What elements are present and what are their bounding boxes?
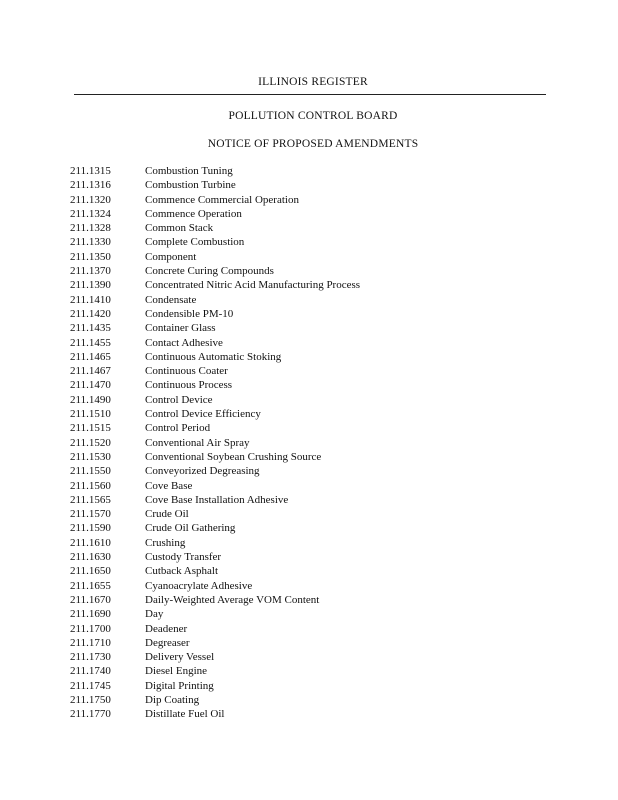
section-number: 211.1530 xyxy=(70,450,111,463)
section-number: 211.1435 xyxy=(70,322,111,335)
defined-term: Component xyxy=(145,250,197,263)
defined-term: Concrete Curing Compounds xyxy=(145,265,274,278)
section-number: 211.1320 xyxy=(70,193,111,206)
definition-row xyxy=(70,207,550,221)
defined-term: Combustion Tuning xyxy=(145,165,233,177)
definition-row xyxy=(70,507,550,521)
defined-term: Deadener xyxy=(145,622,188,635)
section-number: 211.1330 xyxy=(70,236,111,249)
defined-term: Cove Base xyxy=(145,479,193,492)
definition-row xyxy=(70,579,550,593)
section-number: 211.1316 xyxy=(70,179,111,192)
definition-row xyxy=(70,679,550,693)
definition-row xyxy=(70,550,550,564)
defined-term: Custody Transfer xyxy=(145,551,222,564)
definition-row xyxy=(70,278,550,292)
defined-term: Condensate xyxy=(145,293,197,306)
section-number: 211.1390 xyxy=(70,279,111,292)
section-number: 211.1610 xyxy=(70,536,111,549)
section-number: 211.1455 xyxy=(70,336,111,349)
definition-row xyxy=(70,521,550,535)
section-number: 211.1350 xyxy=(70,250,111,263)
defined-term: Continuous Coater xyxy=(145,365,228,378)
defined-term: Distillate Fuel Oil xyxy=(145,708,225,721)
definition-row xyxy=(70,622,550,636)
defined-term: Control Device Efficiency xyxy=(145,408,261,421)
definition-row xyxy=(70,235,550,249)
definition-row xyxy=(70,650,550,664)
section-number: 211.1410 xyxy=(70,293,111,306)
header-rule xyxy=(74,94,546,95)
section-number: 211.1315 xyxy=(70,165,111,177)
definition-row xyxy=(70,564,550,578)
definition-row xyxy=(70,407,550,421)
defined-term: Cyanoacrylate Adhesive xyxy=(145,579,253,592)
definition-row xyxy=(70,493,550,507)
definition-row xyxy=(70,250,550,264)
defined-term: Commence Operation xyxy=(145,207,242,220)
definition-row xyxy=(70,664,550,678)
section-number: 211.1630 xyxy=(70,551,111,564)
section-number: 211.1510 xyxy=(70,408,111,421)
definition-row xyxy=(70,636,550,650)
register-title: ILLINOIS REGISTER xyxy=(258,76,368,88)
defined-term: Conventional Air Spray xyxy=(145,436,250,449)
defined-term: Combustion Turbine xyxy=(145,179,236,192)
definition-row xyxy=(70,536,550,550)
definition-row xyxy=(70,178,550,192)
definition-row xyxy=(70,293,550,307)
definition-row xyxy=(70,593,550,607)
defined-term: Commence Commercial Operation xyxy=(145,193,299,206)
section-number: 211.1590 xyxy=(70,522,111,535)
section-number: 211.1655 xyxy=(70,579,111,592)
defined-term: Container Glass xyxy=(145,322,216,335)
definition-row xyxy=(70,321,550,335)
defined-term: Daily-Weighted Average VOM Content xyxy=(145,593,320,606)
section-number: 211.1465 xyxy=(70,350,111,363)
defined-term: Crushing xyxy=(145,536,186,549)
section-number: 211.1670 xyxy=(70,593,111,606)
section-number: 211.1750 xyxy=(70,693,111,706)
section-number: 211.1565 xyxy=(70,493,111,506)
defined-term: Delivery Vessel xyxy=(145,651,215,664)
defined-term: Cutback Asphalt xyxy=(145,565,219,578)
section-number: 211.1570 xyxy=(70,508,111,521)
section-number: 211.1467 xyxy=(70,365,111,378)
defined-term: Control Device xyxy=(145,393,213,406)
section-number: 211.1370 xyxy=(70,265,111,278)
defined-term: Concentrated Nitric Acid Manufacturing Process xyxy=(145,279,361,292)
definition-row xyxy=(70,421,550,435)
defined-term: Crude Oil Gathering xyxy=(145,522,236,535)
definition-row xyxy=(70,364,550,378)
defined-term: Crude Oil xyxy=(145,508,189,521)
section-number: 211.1730 xyxy=(70,651,111,664)
definition-row xyxy=(70,221,550,235)
defined-term: Contact Adhesive xyxy=(145,336,223,349)
section-number: 211.1710 xyxy=(70,636,111,649)
definition-row xyxy=(70,193,550,207)
defined-term: Complete Combustion xyxy=(145,236,245,249)
defined-term: Cove Base Installation Adhesive xyxy=(145,493,289,506)
defined-term: Conventional Soybean Crushing Source xyxy=(145,450,322,463)
section-number: 211.1650 xyxy=(70,565,111,578)
notice-heading: NOTICE OF PROPOSED AMENDMENTS xyxy=(207,138,419,150)
defined-term: Degreaser xyxy=(145,636,190,649)
defined-term: Day xyxy=(145,608,164,621)
section-number: 211.1550 xyxy=(70,465,111,478)
definition-row xyxy=(70,336,550,350)
section-number: 211.1690 xyxy=(70,608,111,621)
section-number: 211.1490 xyxy=(70,393,111,406)
section-number: 211.1740 xyxy=(70,665,111,678)
agency-heading: POLLUTION CONTROL BOARD xyxy=(228,110,398,122)
definitions-list xyxy=(70,164,550,722)
section-number: 211.1770 xyxy=(70,708,111,721)
defined-term: Condensible PM-10 xyxy=(145,307,234,320)
section-number: 211.1700 xyxy=(70,622,111,635)
section-number: 211.1745 xyxy=(70,679,111,692)
defined-term: Control Period xyxy=(145,422,211,435)
section-number: 211.1420 xyxy=(70,307,111,320)
definition-row xyxy=(70,164,550,178)
definition-row xyxy=(70,350,550,364)
section-number: 211.1324 xyxy=(70,207,111,220)
defined-term: Continuous Process xyxy=(145,379,233,392)
definition-row xyxy=(70,378,550,392)
section-number: 211.1515 xyxy=(70,422,111,435)
definition-row xyxy=(70,264,550,278)
section-number: 211.1328 xyxy=(70,222,111,235)
definition-row xyxy=(70,607,550,621)
definition-row xyxy=(70,464,550,478)
definition-row xyxy=(70,479,550,493)
section-number: 211.1470 xyxy=(70,379,111,392)
defined-term: Continuous Automatic Stoking xyxy=(145,350,282,363)
defined-term: Dip Coating xyxy=(145,693,200,706)
defined-term: Common Stack xyxy=(145,222,214,235)
definition-row xyxy=(70,307,550,321)
section-number: 211.1520 xyxy=(70,436,111,449)
definition-row xyxy=(70,693,550,707)
definition-row xyxy=(70,393,550,407)
defined-term: Digital Printing xyxy=(145,679,214,692)
definition-row xyxy=(70,450,550,464)
definition-row xyxy=(70,707,550,721)
defined-term: Diesel Engine xyxy=(145,665,208,678)
section-number: 211.1560 xyxy=(70,479,111,492)
defined-term: Conveyorized Degreasing xyxy=(145,465,260,478)
definition-row xyxy=(70,436,550,450)
